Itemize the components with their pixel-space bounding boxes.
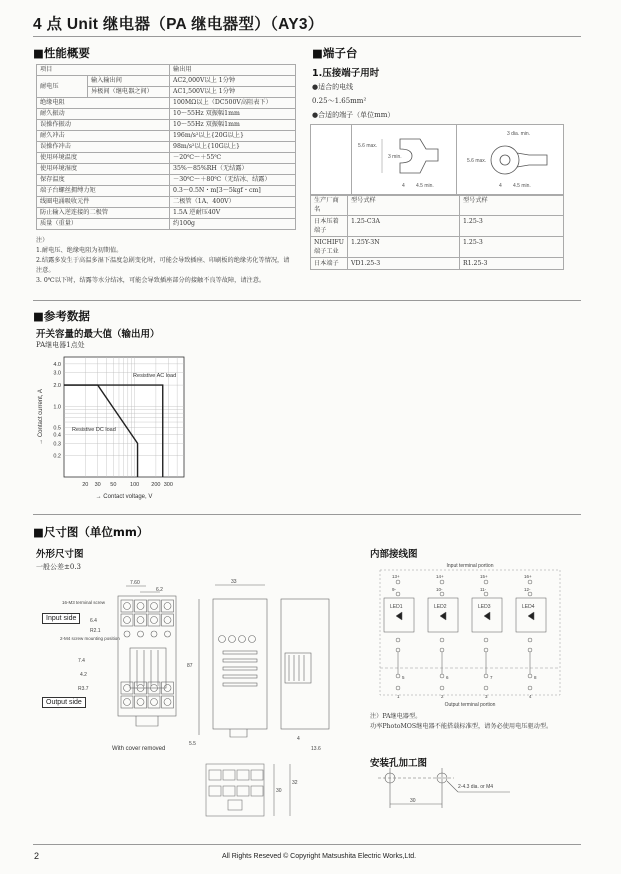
svg-text:32: 32: [292, 780, 298, 786]
switching-capacity-chart: [34, 352, 194, 502]
table-row: 使用环境温度 －20℃～＋55℃: [37, 153, 296, 164]
svg-text:50: 50: [110, 482, 117, 488]
note-line: 注）PA继电器型。: [370, 713, 422, 720]
svg-text:1.0: 1.0: [53, 404, 61, 411]
terminal-drawings: [310, 124, 564, 196]
svg-text:30: 30: [94, 482, 101, 488]
svg-text:Resistive AC load: Resistive AC load: [133, 373, 177, 380]
mount-title: 安装孔加工图: [370, 758, 428, 769]
footer-divider: [33, 844, 581, 845]
svg-text:Output terminal portion: Output terminal portion: [444, 702, 496, 708]
reference-heading: ■参考数据: [33, 309, 90, 323]
svg-text:11-: 11-: [480, 587, 487, 592]
svg-text:0.4: 0.4: [53, 432, 61, 439]
svg-text:4: 4: [297, 736, 300, 742]
svg-text:7: 7: [490, 675, 493, 680]
svg-text:With cover removed: With cover removed: [112, 746, 166, 752]
svg-text:100: 100: [130, 482, 140, 488]
table-row: 端子台螺丝拥缚力矩 0.3～0.5N・m[3～5kgf・cm]: [37, 186, 296, 197]
table-row: 异极间（继电器之间） AC1,500V以上 1分钟: [37, 87, 296, 98]
table-row: 防止输入逆连接的二极管 1.5A 逆耐压40V: [37, 208, 296, 219]
top-view-drawing: [40, 578, 190, 753]
svg-text:13.6: 13.6: [311, 746, 321, 752]
svg-text:LED2: LED2: [434, 604, 447, 610]
svg-text:2-4.3 dia. or M4: 2-4.3 dia. or M4: [458, 784, 494, 790]
svg-text:0.3: 0.3: [53, 441, 61, 448]
ring-terminal-drawing: [457, 125, 563, 195]
svg-text:3: 3: [485, 694, 488, 699]
table-row: 线圈电涌吸收元件 二极管（1A、400V）: [37, 197, 296, 208]
svg-text:6.2: 6.2: [156, 587, 163, 593]
svg-text:R3.7: R3.7: [78, 686, 89, 692]
title-divider: [33, 36, 581, 37]
svg-text:14+: 14+: [436, 574, 444, 579]
reference-caption: PA继电器1点处: [36, 341, 85, 349]
svg-text:87: 87: [187, 663, 193, 669]
performance-heading: ■性能概要: [33, 46, 90, 60]
wiring-title: 内部接线图: [370, 549, 418, 560]
svg-text:2: 2: [441, 694, 444, 699]
internal-wiring-diagram: [370, 560, 570, 710]
terminal-table: [310, 194, 564, 270]
svg-text:5: 5: [402, 675, 405, 680]
header-cell: 输出用: [170, 65, 296, 76]
note-line: 注）: [36, 237, 49, 244]
svg-text:15+: 15+: [480, 574, 488, 579]
table-row: 绝缘电阻 100MΩ以上（DC500V高阻表下）: [37, 98, 296, 109]
note-line: 3. 0℃以下时，结露等水分结冰，可能会导致插座部分的接触不良等故障，请注意。: [36, 277, 266, 284]
table-row: 使用环境湿度 35%～85%RH（无结露）: [37, 164, 296, 175]
table-row: 耐久冲击 196m/s²以上{20G以上}: [37, 131, 296, 142]
svg-text:3.0: 3.0: [53, 370, 61, 377]
wire-label: ●适合的电线: [312, 83, 354, 91]
svg-text:→ Contact voltage, V: → Contact voltage, V: [95, 494, 153, 500]
note-line: 2.结露多发生于高温多湿下温度急剧变化时，可能会导致插座、印刷板的绝缘劣化等情况，请注意。: [36, 257, 290, 274]
svg-text:2.0: 2.0: [53, 383, 61, 390]
svg-text:12-: 12-: [524, 587, 531, 592]
svg-text:1: 1: [397, 694, 400, 699]
svg-text:LED4: LED4: [522, 604, 535, 610]
section-divider: [33, 300, 581, 301]
svg-text:300: 300: [163, 482, 173, 488]
wire-value: 0.25～1.65mm²: [312, 97, 367, 105]
svg-text:LED3: LED3: [478, 604, 491, 610]
performance-table: [36, 64, 296, 230]
page-number: 2: [34, 851, 40, 861]
table-row: 误操作振动 10～55Hz 双振幅1mm: [37, 120, 296, 131]
svg-text:3 dia. min.: 3 dia. min.: [507, 131, 531, 137]
table-row: 日本端子 VD1.25-3 R1.25-3: [311, 258, 564, 270]
svg-text:4.5 min.: 4.5 min.: [513, 183, 531, 189]
table-row: 耐电压 输入输出间 AC2,000V以上 1分钟: [37, 76, 296, 87]
svg-text:6.4: 6.4: [90, 618, 97, 624]
svg-text:33: 33: [231, 579, 237, 585]
svg-text:16-M3 terminal screw: 16-M3 terminal screw: [62, 600, 106, 605]
front-side-view-drawing: [185, 575, 335, 755]
table-header-row: [37, 65, 296, 76]
section-divider-2: [33, 514, 581, 515]
table-row: 耐久振动 10～55Hz 双振幅1mm: [37, 109, 296, 120]
svg-text:R2.1: R2.1: [90, 628, 101, 634]
svg-text:8: 8: [534, 675, 537, 680]
table-header-row: 生产厂商名 型号式样 型号式样: [311, 195, 564, 216]
svg-text:0.2: 0.2: [53, 453, 61, 460]
performance-notes: [36, 236, 294, 286]
fork-terminal-drawing: [352, 125, 456, 195]
svg-text:5.6 max.: 5.6 max.: [467, 158, 487, 164]
svg-text:16+: 16+: [524, 574, 532, 579]
dimensions-heading: ■尺寸图（单位mm）: [33, 525, 149, 539]
svg-text:4: 4: [499, 183, 502, 189]
terminal-label: ●合适的端子（单位mm）: [312, 111, 395, 119]
svg-text:30: 30: [276, 788, 282, 794]
svg-text:4: 4: [402, 183, 405, 189]
svg-text:13+: 13+: [392, 574, 400, 579]
svg-text:5.5: 5.5: [189, 741, 196, 747]
table-row: 质量（重量） 约100g: [37, 219, 296, 230]
svg-text:20: 20: [82, 482, 89, 488]
svg-text:4.5 min.: 4.5 min.: [416, 183, 434, 189]
note-line: 1.耐电压、绝缘电阻为初期值。: [36, 247, 123, 254]
copyright: All Rights Reseved © Copyright Matsushita Electric Works,Ltd.: [222, 853, 417, 860]
svg-text:Resistive DC load: Resistive DC load: [72, 426, 116, 433]
tolerance: 一般公差±0.3: [36, 563, 81, 571]
svg-text:2-M4 screw mounting position: 2-M4 screw mounting position: [60, 636, 120, 641]
page-title: 4 点 Unit 继电器（PA 继电器型）（AY3）: [33, 16, 324, 33]
svg-text:200: 200: [151, 482, 161, 488]
reference-subheading: 开关容量的最大值（输出用）: [36, 329, 160, 340]
mounting-hole-drawing: [370, 768, 520, 818]
terminal-subheading: 1.压接端子用时: [312, 68, 380, 79]
svg-text:0.5: 0.5: [53, 425, 61, 432]
svg-text:3 min.: 3 min.: [388, 154, 402, 160]
svg-text:7.60: 7.60: [130, 580, 140, 586]
table-row: NICHIFU 端子工业 1.25Y-3N 1.25-3: [311, 237, 564, 258]
svg-text:Input terminal portion: Input terminal portion: [446, 563, 494, 569]
svg-text:6: 6: [446, 675, 449, 680]
svg-text:9-: 9-: [392, 587, 397, 592]
input-side-label: Input side: [42, 613, 80, 624]
svg-text:4.0: 4.0: [53, 361, 61, 368]
svg-text:10-: 10-: [436, 587, 443, 592]
wiring-notes: [370, 712, 585, 732]
bottom-view-drawing: [200, 760, 310, 820]
outline-title: 外形尺寸图: [36, 549, 84, 560]
table-row: 误操作冲击 98m/s²以上{10G以上}: [37, 142, 296, 153]
svg-text:5.6 max.: 5.6 max.: [358, 143, 378, 149]
header-cell: 项目: [37, 65, 170, 76]
svg-text:4.2: 4.2: [80, 672, 87, 678]
table-row: 保存温度 －30℃～＋80℃（无结冰、结露）: [37, 175, 296, 186]
terminal-heading: ■端子台: [312, 46, 358, 60]
svg-text:→ Contact current, A: → Contact current, A: [38, 389, 44, 445]
svg-text:30: 30: [410, 798, 416, 804]
svg-text:4: 4: [529, 694, 532, 699]
output-side-label: Output side: [42, 697, 86, 708]
note-line: 功率PhotoMOS继电器不能搭载标准型，请务必使用电压驱动型。: [370, 723, 553, 730]
svg-text:LED1: LED1: [390, 604, 403, 610]
table-row: 日本压着端子 1.25-C3A 1.25-3: [311, 216, 564, 237]
svg-text:7.4: 7.4: [78, 658, 85, 664]
